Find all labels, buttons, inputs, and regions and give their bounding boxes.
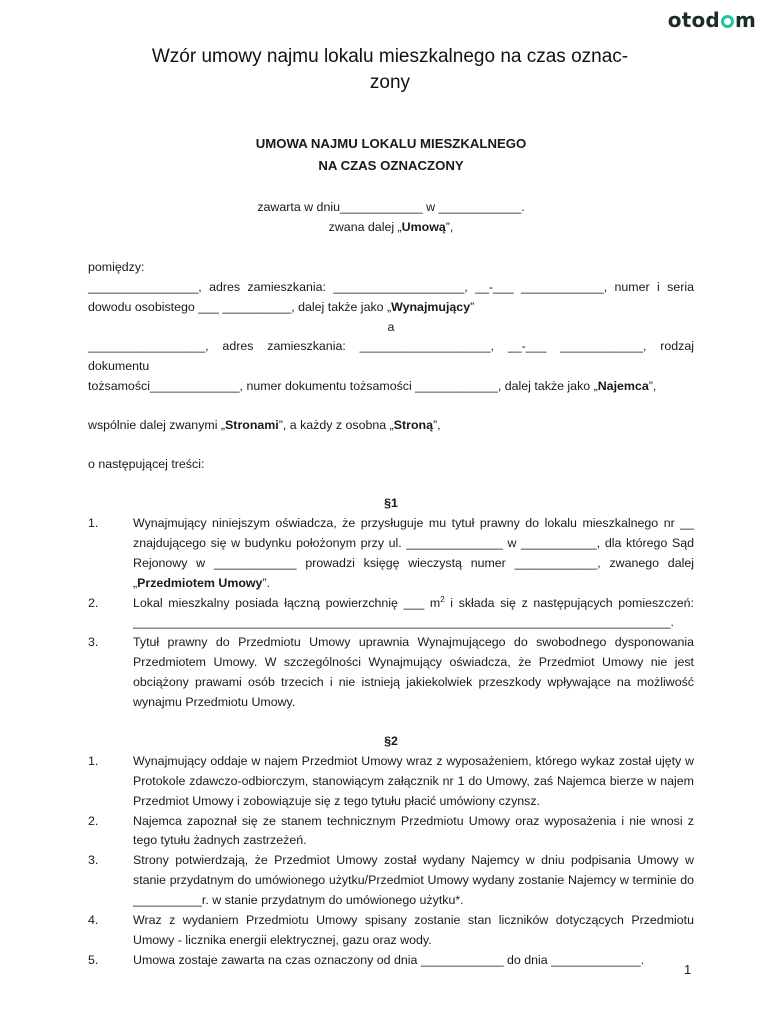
- page-number: 1: [684, 962, 692, 977]
- section-2-title: §2: [384, 733, 398, 748]
- and-label: a: [387, 319, 395, 334]
- contract-heading: [88, 133, 694, 177]
- between-label: pomiędzy:: [88, 259, 145, 274]
- logo-ring-icon: [721, 15, 734, 28]
- document-title-line-1: Wzór umowy najmu lokalu mieszkalnego na czas oznac-: [151, 46, 629, 67]
- document-title: [80, 44, 700, 96]
- document-title-line-2: zony: [369, 72, 411, 93]
- list-item: 3. Tytuł prawny do Przedmiotu Umowy uprawnia Wynajmującego do swobodnego dysponowania Przedmiotem Umowy. W szczególności Wynajmujący oświadcza, że Przedmiot Umowy nie jest obciążony prawami osób trzecich i nie istnieją jakiekolwiek przeszkody wpływające na możliwość wynajmu Przedmiotu Umowy.: [88, 635, 694, 710]
- list-item: 1. Wynajmujący oddaje w najem Przedmiot Umowy wraz z wyposażeniem, którego wykaz został ujęty w Protokole zdawczo-odbiorczym, stanowiącym załącznik nr 1 do Umowy, zaś Najemca bierze w najem Przedmiot Umowy i zobowiązuje się z tego tytułu płacić umówiony czynsz.: [88, 753, 694, 808]
- list-item: 1. Wynajmujący niniejszym oświadcza, że przysługuje mu tytuł prawny do lokalu mieszkalnego nr __ znajdującego się w budynku położonym przy ul. ______________ w ___________, dla którego Sąd Rejonowy w ____________ prowadzi księgę wieczystą numer ____________, zwanego dalej „Przedmiotem Umowy”.: [88, 515, 694, 590]
- landlord-line-2: dowodu osobistego ___ __________, dalej także jako „Wynajmujący”: [88, 299, 475, 314]
- list-item: 2. Lokal mieszkalny posiada łączną powierzchnię ___ $m^2$ i składa się z następujących pomieszczeń: ______________________________________________________________________________.: [88, 594, 694, 630]
- called-line: zwana dalej „Umową”,: [328, 219, 454, 234]
- tenant-line-2: tożsamości_____________, numer dokumentu tożsamości ____________, dalej także jako „Najemca”,: [88, 379, 657, 394]
- landlord-line-1: ________________, adres zamieszkania: ___________________, __-___ ____________, numer i seria: [88, 279, 694, 294]
- list-item: 2. Najemca zapoznał się ze stanem technicznym Przedmiotu Umowy oraz wyposażenia i nie wnosi z tego tytułu żadnych zastrzeżeń.: [88, 813, 694, 848]
- concluded-on-line: zawarta w dniu____________ w ____________.: [257, 200, 525, 214]
- heading-line-2: NA CZAS OZNACZONY: [318, 158, 464, 173]
- parties-line: wspólnie dalej zwanymi „Stronami”, a każdy z osobna „Stroną”,: [88, 418, 441, 433]
- tenant-line-1: _________________, adres zamieszkania: ___________________, __-___ ____________, rodzaj dokumentu: [88, 339, 694, 374]
- section-1-title: §1: [384, 495, 398, 510]
- list-item: 5. Umowa zostaje zawarta na czas oznaczony od dnia ____________ do dnia _____________.: [88, 952, 645, 967]
- list-item: 3. Strony potwierdzają, że Przedmiot Umowy został wydany Najemcy w dniu podpisania Umowy w stanie przydatnym do umówionego użytku/Przedmiot Umowy wydany zostanie Najemcy w terminie do __________r. w stanie przydatnym do umówionego użytku*.: [88, 853, 694, 908]
- contract-body: [88, 133, 694, 971]
- heading-line-1: UMOWA NAJMU LOKALU MIESZKALNEGO: [255, 136, 527, 151]
- otodom-logo: otod m: [667, 8, 756, 32]
- following-label: o następującej treści:: [88, 457, 205, 472]
- list-item: 4. Wraz z wydaniem Przedmiotu Umowy spisany zostanie stan liczników dotyczących Przedmiotu Umowy - licznika energii elektrycznej, gazu oraz wody.: [88, 913, 694, 947]
